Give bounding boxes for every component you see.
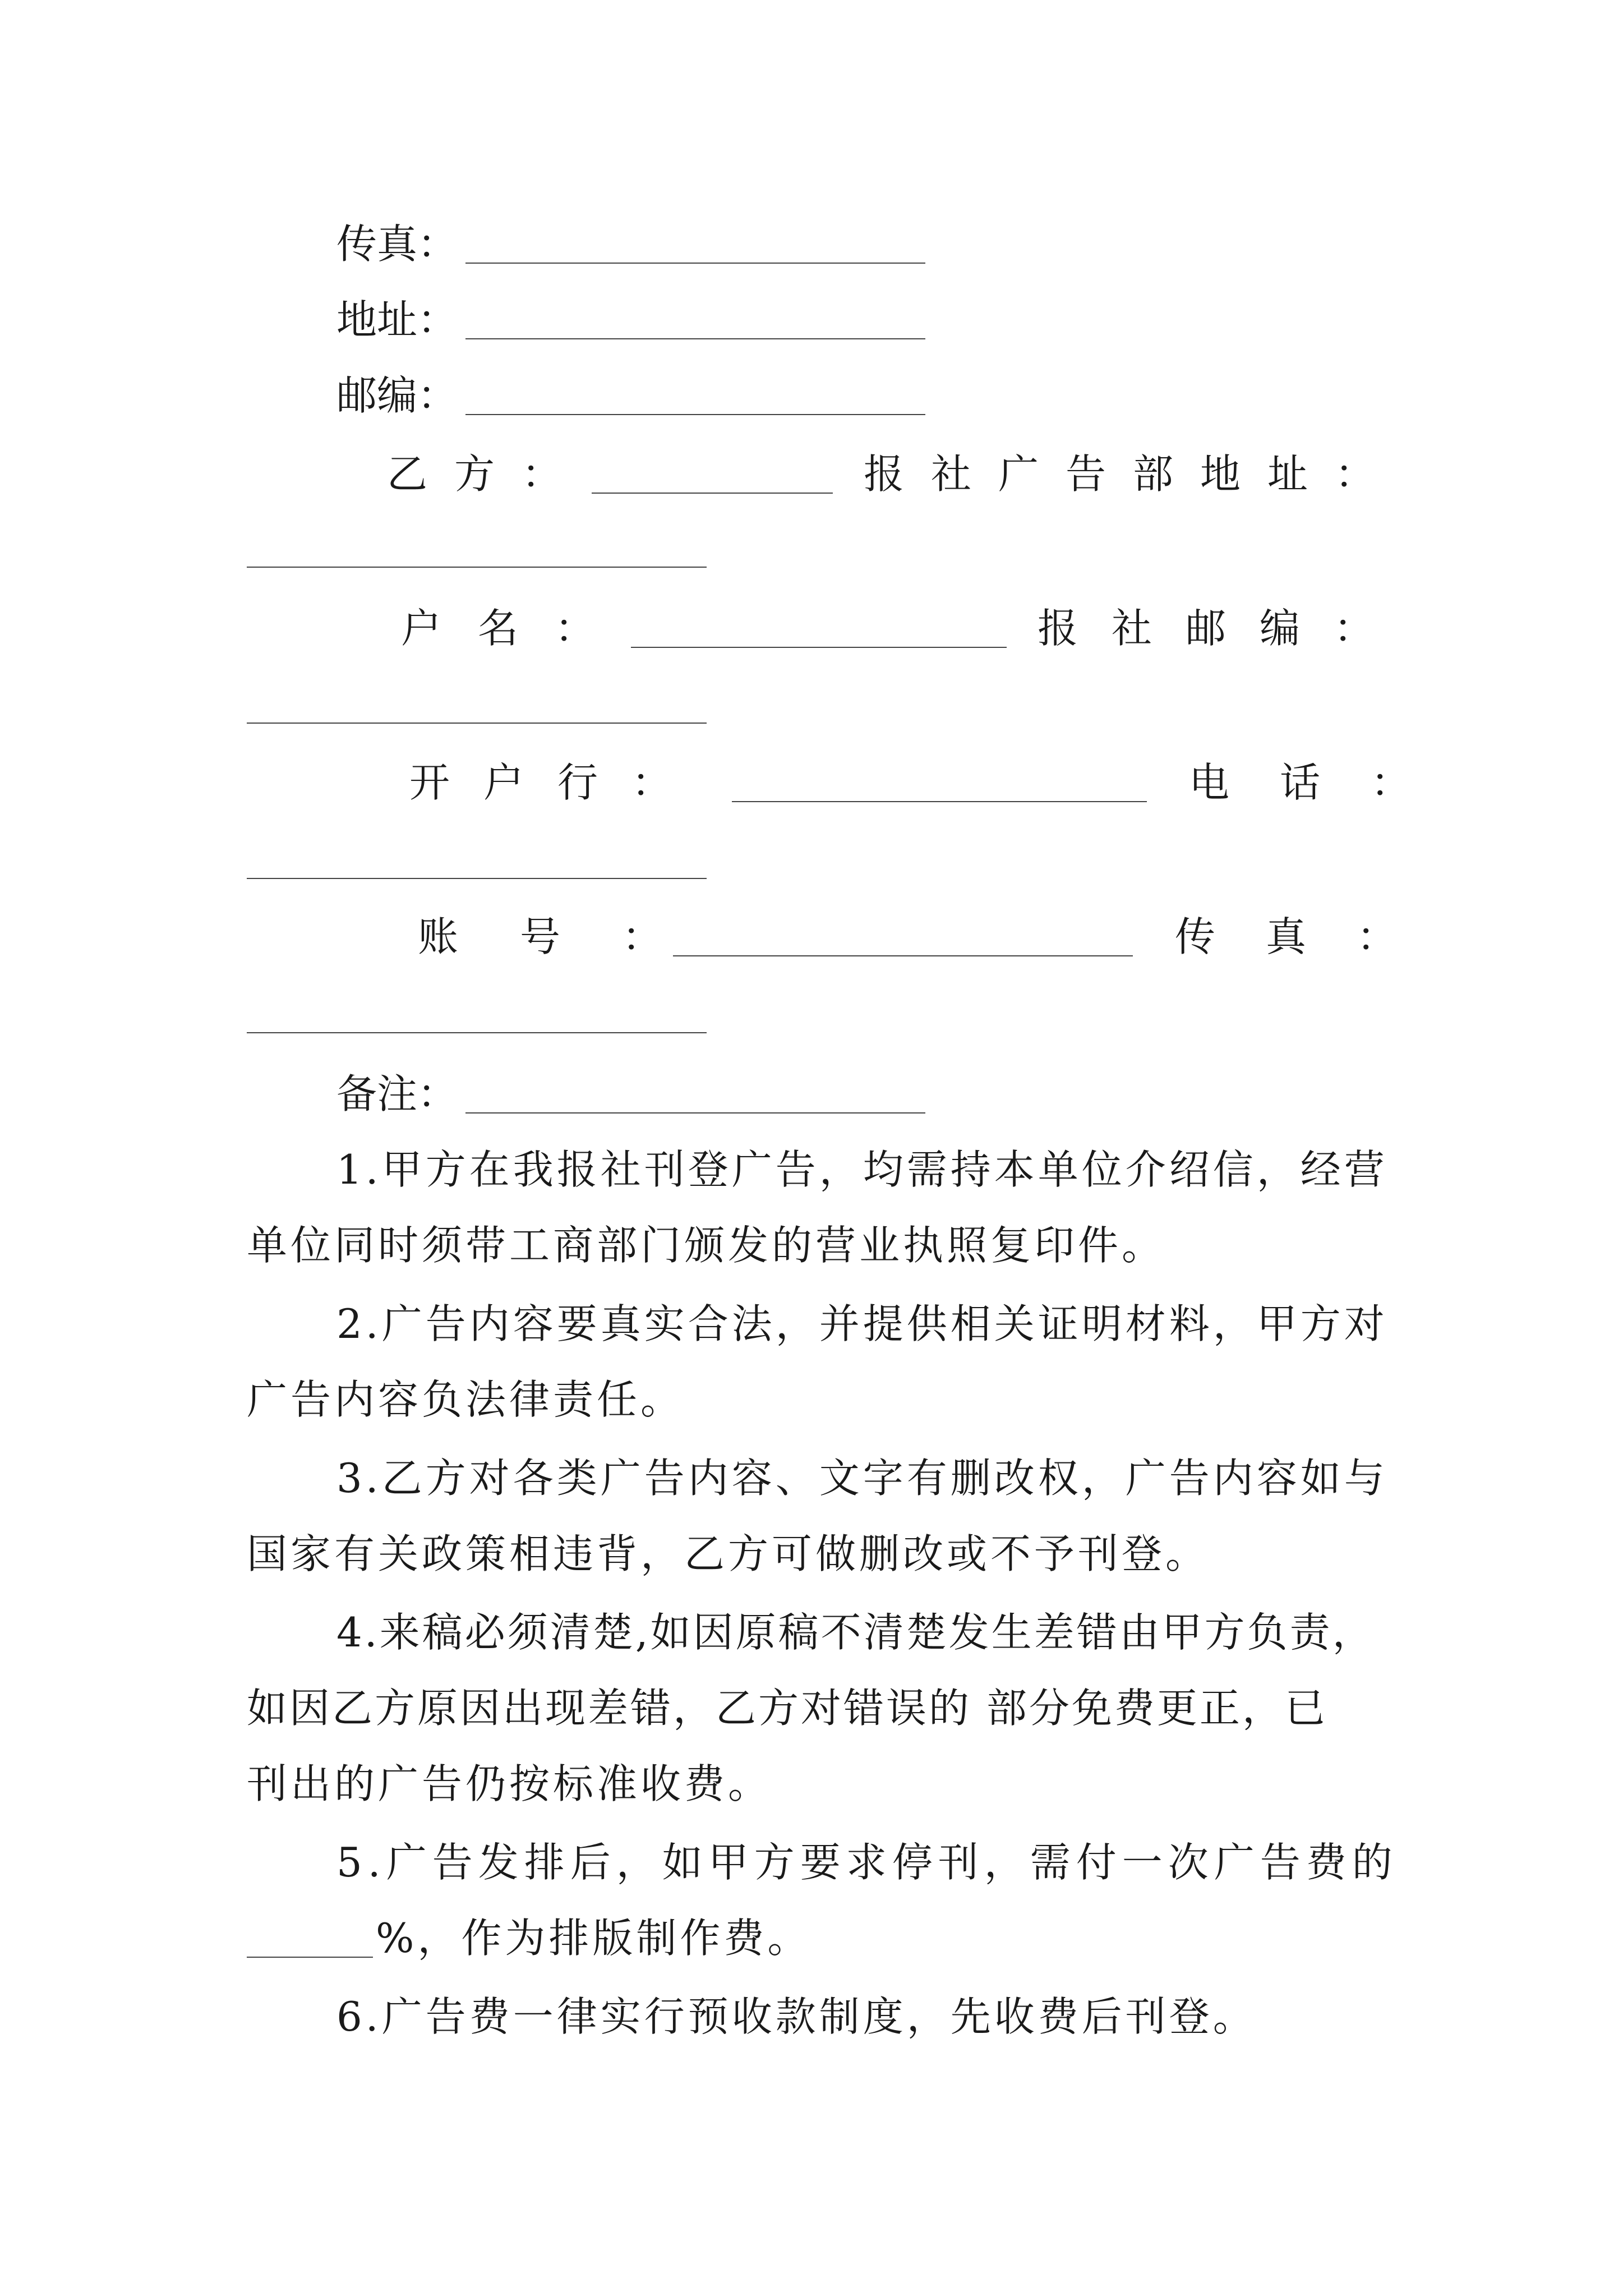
- clause-3-line-1: [0, 1447, 1623, 1509]
- account-number-label: 账号：: [418, 913, 725, 960]
- postcode-blank[interactable]: [465, 414, 925, 415]
- bank-row: [0, 752, 1623, 813]
- clause-4-line-3: [0, 1753, 1623, 1815]
- account-number-row: [0, 906, 1623, 968]
- address-blank[interactable]: [465, 338, 925, 339]
- remarks-blank[interactable]: [465, 1112, 925, 1114]
- clause-4-line-2: [0, 1677, 1623, 1739]
- phone-blank[interactable]: [247, 878, 707, 879]
- party-b-blank[interactable]: [592, 493, 833, 494]
- bank-label: 开户行：: [409, 759, 706, 806]
- account-name-row: [0, 597, 1623, 659]
- clause-4-text-2: 如因乙方原因出现差错，乙方对错误的 部分免费更正，已: [247, 1685, 1327, 1732]
- address-row: [0, 289, 1623, 351]
- phone-label: 电话：: [1189, 759, 1462, 806]
- clause-1-line-2: [0, 1214, 1623, 1276]
- clause-5-text-1: 5.广告发排后，如甲方要求停刊，需付一次广告费的: [336, 1839, 1398, 1886]
- clause-2-line-2: [0, 1369, 1623, 1430]
- clause-4-text-1: 4.来稿必须清楚,如因原稿不清楚发生差错由甲方负责，: [336, 1609, 1375, 1656]
- clause-6-text-1: 6.广告费一律实行预收款制度，先收费后刊登。: [336, 1993, 1257, 2040]
- clause-6-line-1: [0, 1986, 1623, 2047]
- fax-blank[interactable]: [465, 263, 925, 264]
- clause-2-line-1: [0, 1293, 1623, 1355]
- clause-1-line-1: [0, 1139, 1623, 1200]
- party-b-fax-blank[interactable]: [247, 1032, 707, 1033]
- newspaper-postcode-label: 报社邮编：: [1038, 605, 1408, 652]
- account-name-blank[interactable]: [631, 647, 1007, 648]
- clause-1-text-2: 单位同时须带工商部门颁发的营业执照复印件。: [247, 1222, 1166, 1269]
- percent-blank[interactable]: [247, 1957, 373, 1958]
- newspaper-postcode-blank[interactable]: [247, 723, 707, 724]
- fax-row: [0, 213, 1623, 275]
- fax-label: 传真：: [336, 220, 458, 268]
- party-b-label: 乙方：: [387, 450, 589, 498]
- postcode-row: [0, 365, 1623, 426]
- newspaper-ad-address-blank[interactable]: [247, 567, 707, 568]
- clause-3-text-1: 3.乙方对各类广告内容、文字有删改权，广告内容如与: [336, 1455, 1388, 1502]
- clause-2-text-1: 2.广告内容要真实合法，并提供相关证明材料，甲方对: [336, 1300, 1388, 1347]
- clause-2-text-2: 广告内容负法律责任。: [247, 1376, 685, 1423]
- clause-4-text-3: 刊出的广告仍按标准收费。: [247, 1760, 772, 1807]
- party-b-row: [0, 443, 1623, 505]
- clause-1-text-1: 1.甲方在我报社刊登广告，均需持本单位介绍信，经营: [336, 1146, 1388, 1193]
- bank-blank[interactable]: [732, 801, 1147, 802]
- address-label: 地址：: [336, 296, 458, 343]
- clause-4-line-1: [0, 1602, 1623, 1663]
- party-b-fax-label: 传真：: [1175, 913, 1448, 960]
- account-number-blank[interactable]: [673, 955, 1133, 956]
- clause-3-text-2: 国家有关政策相违背，乙方可做删改或不予刊登。: [247, 1530, 1210, 1577]
- clause-5-text-2: %，作为排版制作费。: [376, 1915, 811, 1962]
- remarks-row: [0, 1063, 1623, 1125]
- newspaper-ad-address-label: 报社广告部地址：: [864, 450, 1403, 498]
- clause-3-line-2: [0, 1523, 1623, 1585]
- postcode-label: 邮编：: [336, 372, 458, 419]
- remarks-label: 备注：: [336, 1070, 458, 1117]
- account-name-label: 户名：: [401, 605, 632, 652]
- clause-5-line-1: [0, 1832, 1623, 1893]
- clause-5-line-2: [0, 1907, 1623, 1969]
